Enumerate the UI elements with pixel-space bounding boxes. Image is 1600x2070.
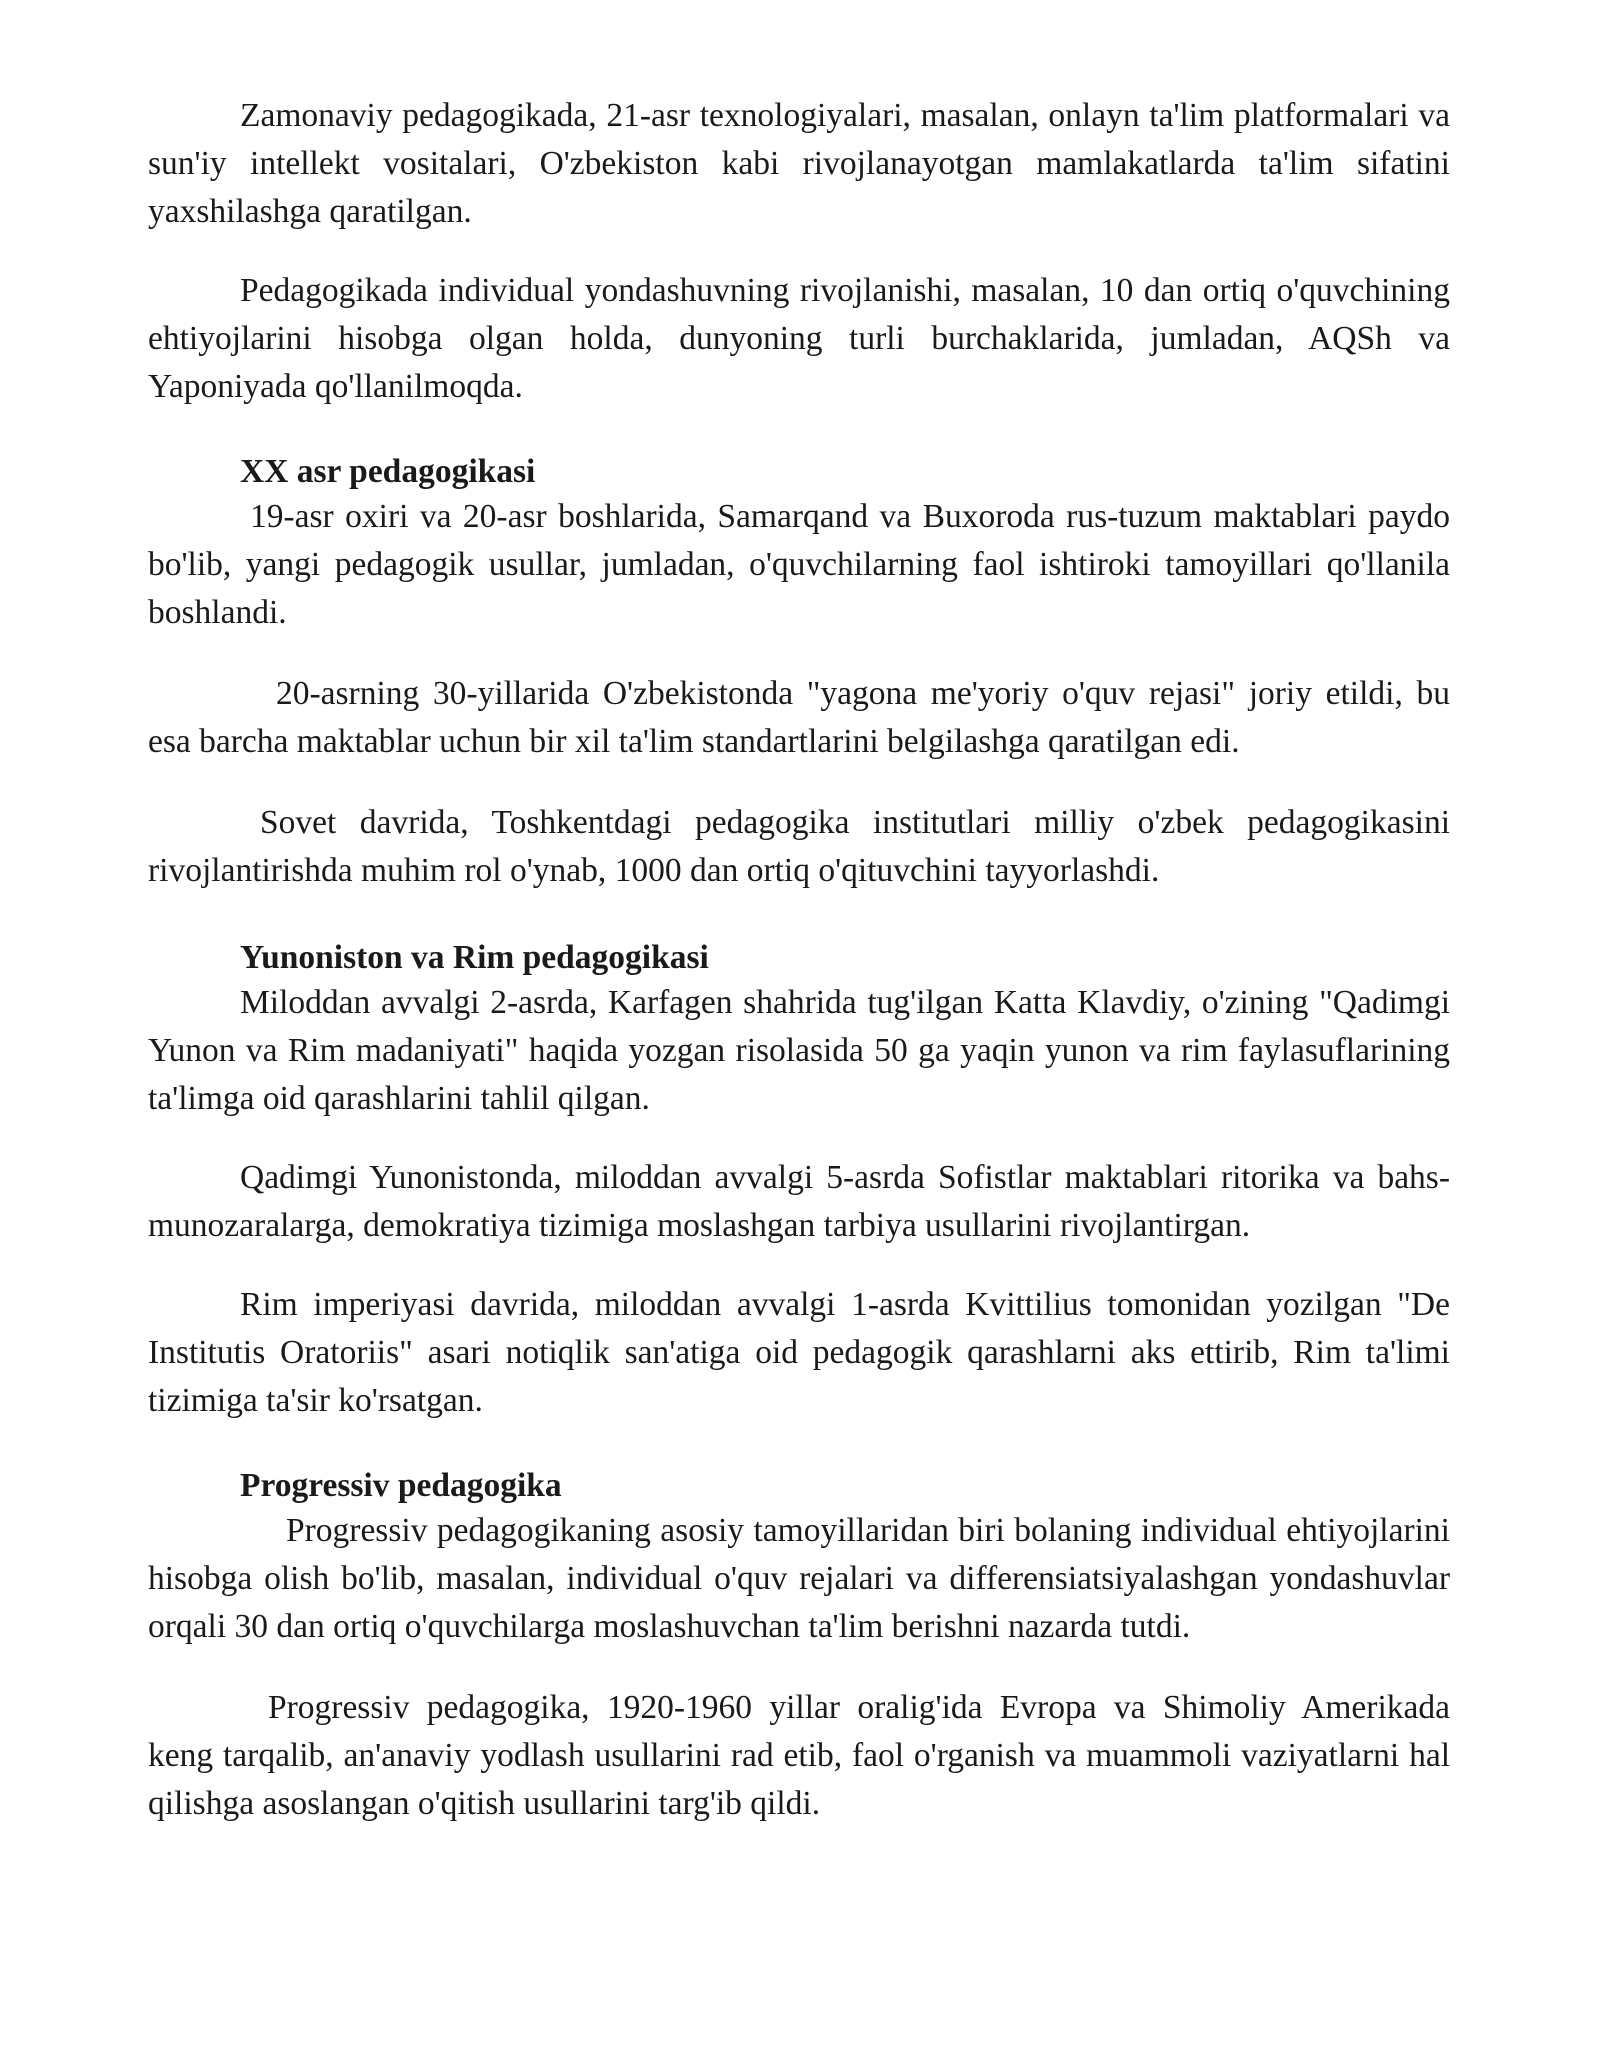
paragraph-2: Pedagogikada individual yondashuvning rivojlanishi, masalan, 10 dan ortiq o'quvchining ehtiyojlarini hisobga olgan holda, dunyoning turli burchaklarida, jumladan, AQSh va Yaponiyada qo'llanilmoqda. [148,272,1450,405]
paragraph-3: 19-asr oxiri va 20-asr boshlarida, Samarqand va Buxoroda rus-tuzum maktablari paydo bo'lib, yangi pedagogik usullar, jumladan, o'quvchilarning faol ishtiroki tamoyillari qo'llanila boshlandi. [148,498,1450,631]
paragraph-7: Qadimgi Yunonistonda, miloddan avvalgi 5-asrda Sofistlar maktablari ritorika va bahs-munozaralarga, demokratiya tizimiga moslashgan tarbiya usullarini rivojlantirgan. [148,1159,1450,1244]
section-heading-greece-rome: Yunoniston va Rim pedagogikasi [240,939,709,976]
paragraph-1: Zamonaviy pedagogikada, 21-asr texnologiyalari, masalan, onlayn ta'lim platformalari va sun'iy intellekt vositalari, O'zbekiston kabi rivojlanayotgan mamlakatlarda ta'lim sifatini yaxshilashga qaratilgan. [148,97,1450,230]
section-heading-xx-century: XX asr pedagogikasi [240,453,536,490]
paragraph-10: Progressiv pedagogika, 1920-1960 yillar oralig'ida Evropa va Shimoliy Amerikada keng tarqalib, an'anaviy yodlash usullarini rad etib, faol o'rganish va muammoli vaziyatlarni hal qilishga asoslangan o'qitish usullarini targ'ib qildi. [148,1689,1450,1822]
paragraph-8: Rim imperiyasi davrida, miloddan avvalgi 1-asrda Kvittilius tomonidan yozilgan "De Institutis Oratoriis" asari notiqlik san'atiga oid pedagogik qarashlarni aks ettirib, Rim ta'limi tizimiga ta'sir ko'rsatgan. [148,1286,1450,1419]
paragraph-5: Sovet davrida, Toshkentdagi pedagogika institutlari milliy o'zbek pedagogikasini rivojlantirishda muhim rol o'ynab, 1000 dan ortiq o'qituvchini tayyorlashdi. [148,804,1450,889]
paragraph-6: Miloddan avvalgi 2-asrda, Karfagen shahrida tug'ilgan Katta Klavdiy, o'zining "Qadimgi Yunon va Rim madaniyati" haqida yozgan risolasida 50 ga yaqin yunon va rim faylasuflarining ta'limga oid qarashlarini tahlil qilgan. [148,984,1450,1117]
section-heading-progressive: Progressiv pedagogika [240,1467,562,1504]
paragraph-4: 20-asrning 30-yillarida O'zbekistonda "yagona me'yoriy o'quv rejasi" joriy etildi, bu esa barcha maktablar uchun bir xil ta'lim standartlarini belgilashga qaratilgan edi. [148,675,1450,760]
paragraph-9: Progressiv pedagogikaning asosiy tamoyillaridan biri bolaning individual ehtiyojlarini hisobga olish bo'lib, masalan, individual o'quv rejalari va differensiatsiyalashgan yondashuvlar orqali 30 dan ortiq o'quvchilarga moslashuvchan ta'lim berishni nazarda tutdi. [148,1512,1450,1645]
document-page [148,92,1450,1828]
